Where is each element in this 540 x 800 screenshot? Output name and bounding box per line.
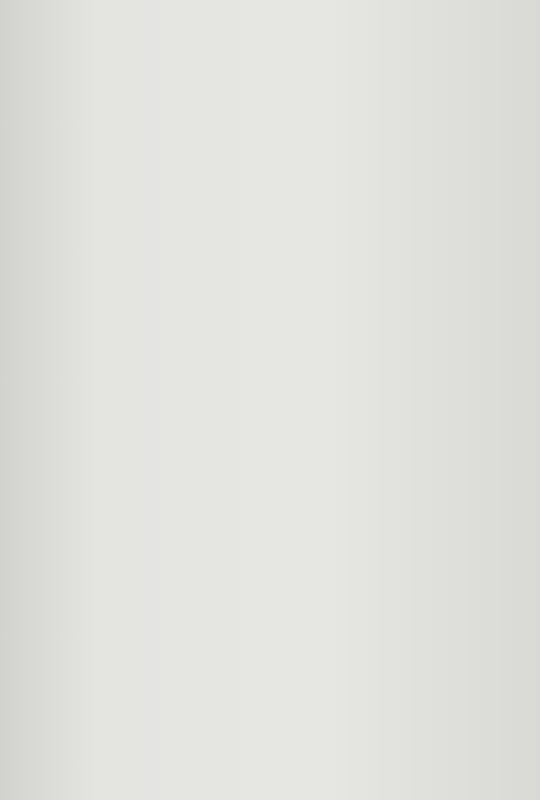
table-of-contents [62, 49, 518, 68]
